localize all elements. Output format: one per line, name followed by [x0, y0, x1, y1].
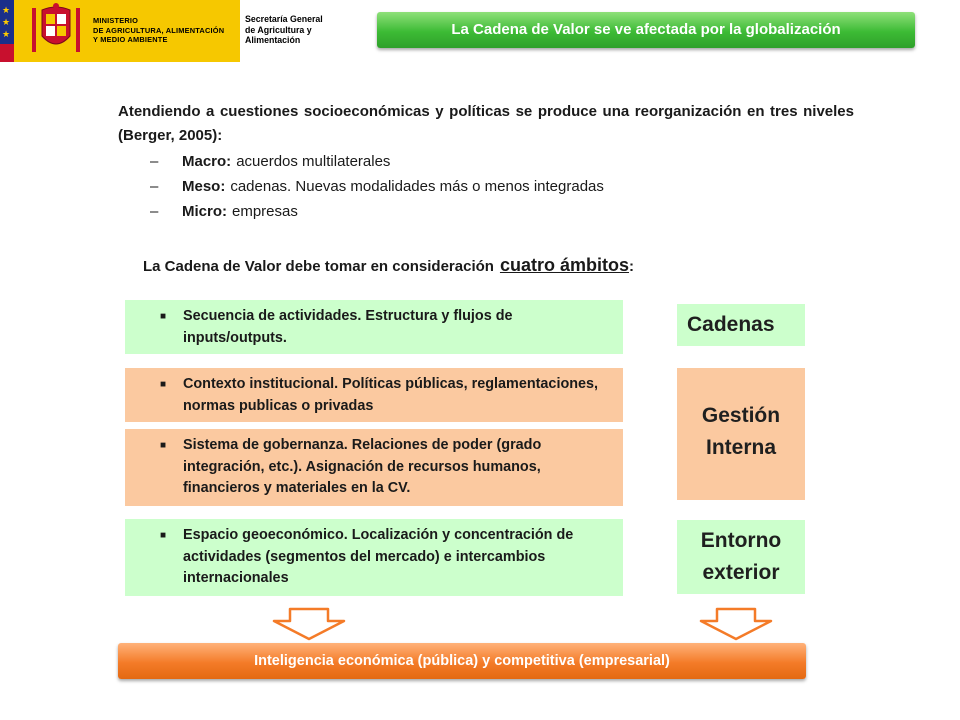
list-item: – Macro: acuerdos multilaterales — [150, 153, 391, 170]
ministry-name: MINISTERIO DE AGRICULTURA, ALIMENTACIÓN Y MEDIO AMBIENTE — [93, 16, 225, 44]
intro-paragraph: Atendiendo a cuestiones socioeconómicas y políticas se produce una reorganización en tres niveles (Berger, 2005): — [118, 103, 854, 144]
box-secuencia: ■ Secuencia de actividades. Estructura y flujos de inputs/outputs. — [125, 300, 623, 354]
intelligence-banner: Inteligencia económica (pública) y competitiva (empresarial) — [118, 643, 806, 679]
star-icon: ★ — [2, 17, 11, 27]
ministry-logo — [0, 0, 350, 62]
label-entorno-exterior: Entorno exterior — [677, 520, 805, 594]
box-contexto: ■ Contexto institucional. Políticas públicas, reglamentaciones, normas publicas o privadas — [125, 368, 623, 422]
coat-of-arms-icon — [28, 2, 84, 58]
down-arrow-icon — [272, 607, 346, 641]
page-title: La Cadena de Valor se ve afectada por la globalización — [377, 12, 915, 48]
label-gestion-interna: Gestión Interna — [677, 368, 805, 500]
label-cadenas: Cadenas — [677, 304, 805, 346]
list-item: – Micro: empresas — [150, 203, 298, 220]
star-icon: ★ — [2, 29, 11, 39]
square-bullet-icon: ■ — [160, 440, 167, 451]
square-bullet-icon: ■ — [160, 311, 167, 322]
value-chain-intro: La Cadena de Valor debe tomar en consideración cuatro ámbitos: — [143, 255, 634, 275]
star-icon: ★ — [2, 5, 11, 15]
square-bullet-icon: ■ — [160, 530, 167, 541]
square-bullet-icon: ■ — [160, 379, 167, 390]
list-item: – Meso: cadenas. Nuevas modalidades más o menos integradas — [150, 178, 604, 195]
down-arrow-icon — [699, 607, 773, 641]
box-gobernanza: ■ Sistema de gobernanza. Relaciones de poder (grado integración, etc.). Asignación de recursos humanos, financieros y materiales en la CV. — [125, 429, 623, 506]
secretariat-name: Secretaría General de Agricultura y Alimentación — [245, 14, 323, 45]
box-geoeconomico: ■ Espacio geoeconómico. Localización y concentración de actividades (segmentos del mercado) e intercambios internacionales — [125, 519, 623, 596]
levels-list — [150, 149, 604, 224]
